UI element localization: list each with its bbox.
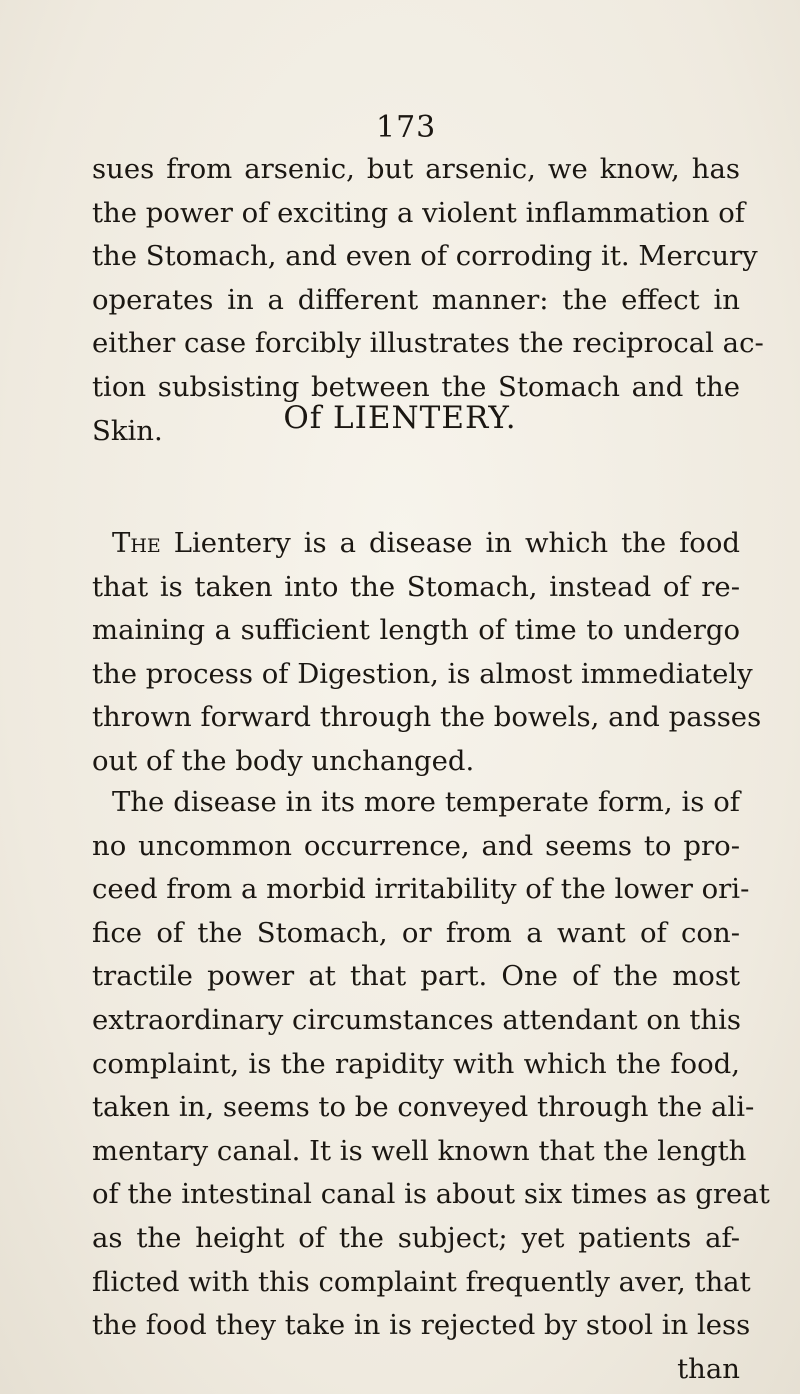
text-line: out of the body unchanged. [92, 744, 475, 777]
paragraph-lientery-definition [92, 522, 762, 784]
text-line: the power of exciting a violent inflammation of [92, 196, 745, 229]
text-line: that is taken into the Stomach, instead of re- [92, 570, 740, 603]
text-line: the process of Digestion, is almost immediately [92, 657, 753, 690]
text-line: The disease in its more temperate form, is of [112, 786, 740, 818]
text-line-rest: Lientery is a disease in which the food [160, 527, 740, 559]
text-line: tion subsisting between the Stomach and the [92, 370, 740, 403]
text-line: tractile power at that part. One of the most [92, 960, 740, 993]
text-line: taken in, seems to be conveyed through the ali- [92, 1091, 755, 1124]
text-line: thrown forward through the bowels, and passes [92, 701, 762, 734]
text-line: complaint, is the rapidity with which the food, [92, 1047, 740, 1080]
text-line: as the height of the subject; yet patients af- [92, 1221, 740, 1254]
paragraph-disease-form [92, 781, 770, 1391]
section-heading: Of LIENTERY. [283, 400, 517, 436]
text-line: Skin. [92, 414, 163, 447]
text-line: extraordinary circumstances attendant on this [92, 1003, 742, 1036]
text-line: either case forcibly illustrates the reciprocal ac- [92, 327, 764, 360]
page-number: 173 [376, 110, 437, 145]
text-line: ceed from a morbid irritability of the lower ori- [92, 873, 750, 906]
text-line: maining a sufficient length of time to undergo [92, 614, 740, 647]
lead-word: The [112, 527, 161, 559]
text-line: sues from arsenic, but arsenic, we know, has [92, 153, 740, 185]
text-line: operates in a different manner: the effect in [92, 283, 740, 316]
text-line: fice of the Stomach, or from a want of con- [92, 916, 740, 949]
text-line: no uncommon occurrence, and seems to pro- [92, 829, 740, 862]
catchword: than [677, 1352, 740, 1385]
text-line [92, 522, 740, 566]
text-line: the Stomach, and even of corroding it. Mercury [92, 240, 758, 273]
text-line: the food they take in is rejected by stool in less [92, 1309, 751, 1342]
text-line: of the intestinal canal is about six times as great [92, 1178, 770, 1211]
text-line: mentary canal. It is well known that the length [92, 1134, 747, 1167]
text-line: flicted with this complaint frequently aver, that [92, 1265, 751, 1298]
